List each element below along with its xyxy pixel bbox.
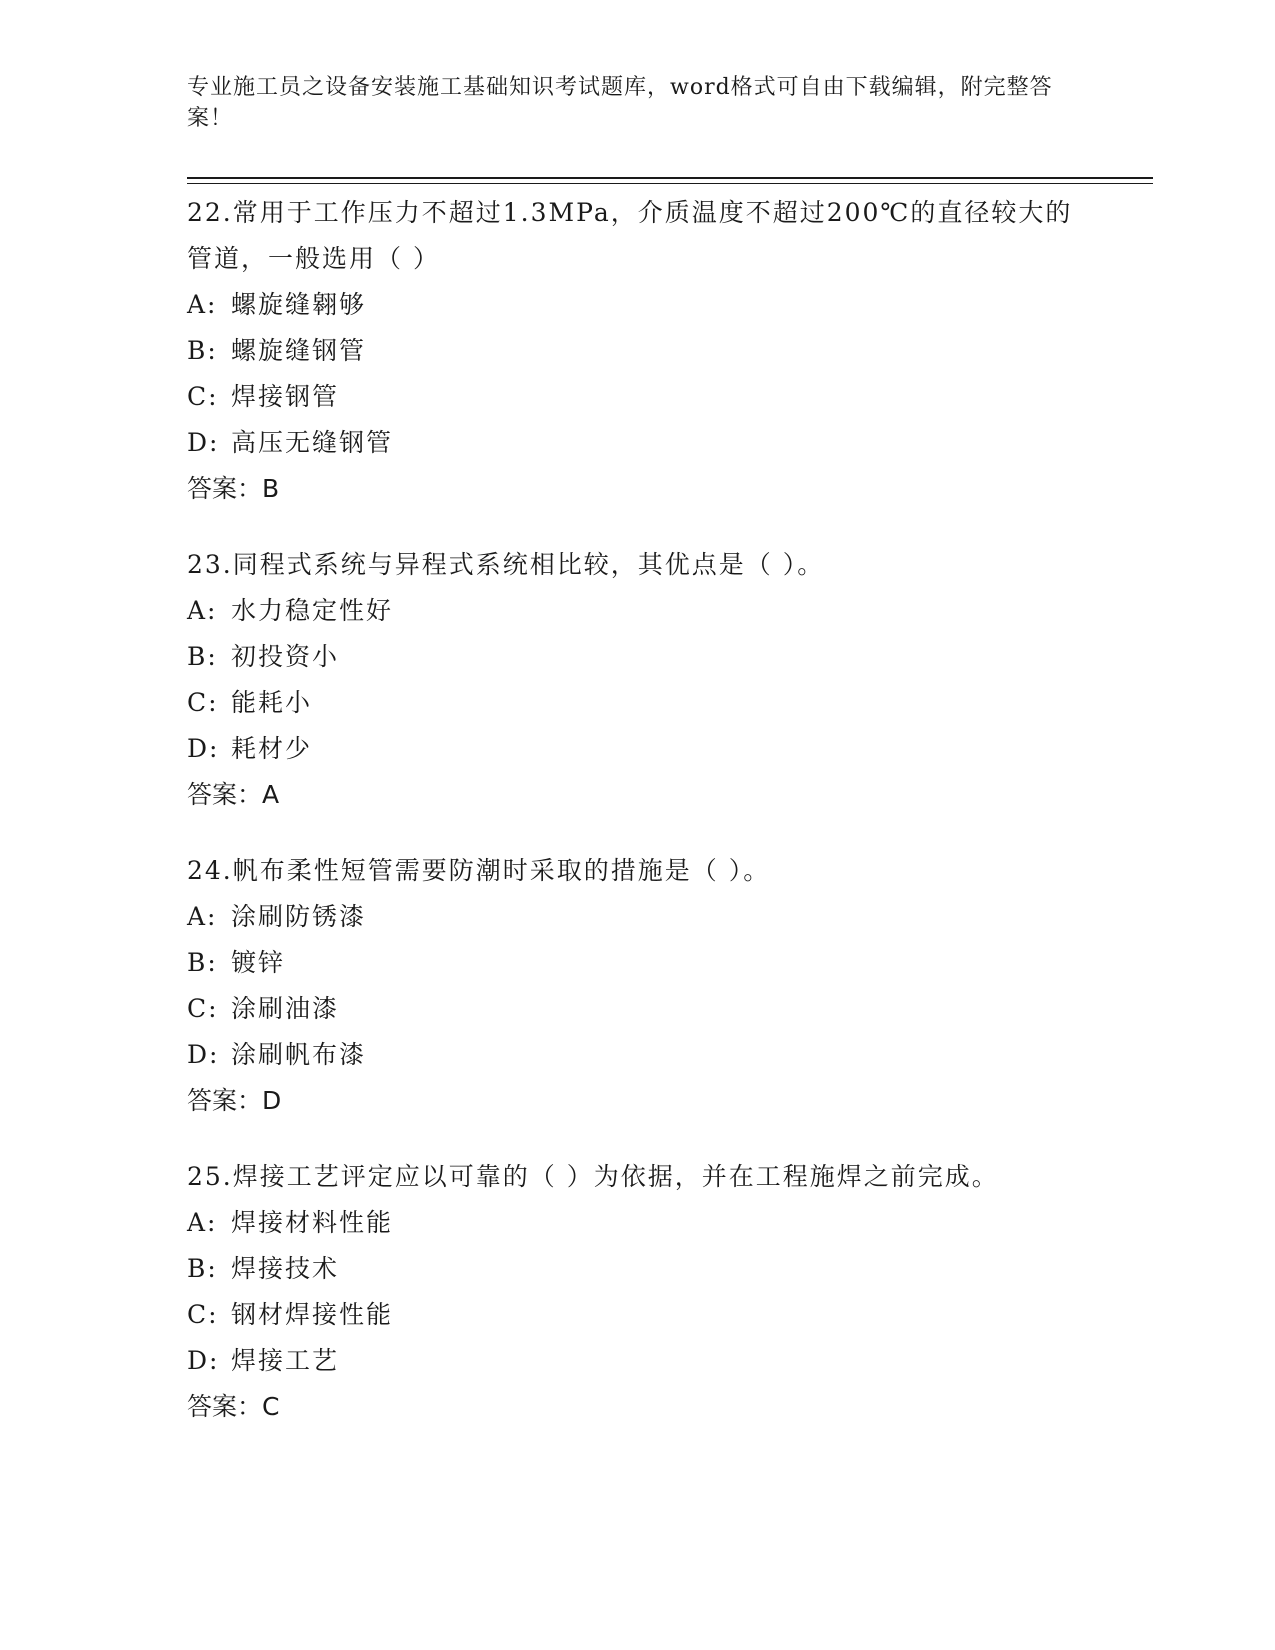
option-text: 镀锌: [231, 948, 286, 977]
question-24: [187, 848, 1087, 1124]
option-key: B:: [187, 642, 218, 671]
option-c: [187, 1292, 1087, 1338]
answer: 答案：D: [187, 1086, 282, 1115]
option-c: [187, 374, 1087, 420]
option-key: C:: [187, 382, 219, 411]
question-22: [187, 190, 1087, 512]
option-key: B:: [187, 1254, 218, 1283]
option-key: C:: [187, 1300, 219, 1329]
header-divider: [187, 177, 1153, 184]
option-a: [187, 894, 1087, 940]
option-key: D:: [187, 428, 220, 457]
option-key: A:: [187, 596, 218, 625]
option-c: [187, 986, 1087, 1032]
option-text: 焊接材料性能: [231, 1208, 394, 1237]
question-stem: 23.同程式系统与异程式系统相比较，其优点是（ ）。: [187, 550, 825, 579]
answer: 答案：B: [187, 474, 280, 503]
question-stem: 22.常用于工作压力不超过1.3MPa，介质温度不超过200℃的直径较大的管道，一般选用（ ）: [187, 198, 1073, 273]
option-b: [187, 940, 1087, 986]
option-a: [187, 588, 1087, 634]
option-text: 涂刷防锈漆: [231, 902, 367, 931]
option-key: C:: [187, 994, 219, 1023]
option-b: [187, 634, 1087, 680]
option-b: [187, 1246, 1087, 1292]
option-key: A:: [187, 902, 218, 931]
option-text: 能耗小: [231, 688, 313, 717]
option-c: [187, 680, 1087, 726]
option-key: A:: [187, 290, 218, 319]
option-text: 涂刷帆布漆: [231, 1040, 367, 1069]
option-d: [187, 1032, 1087, 1078]
answer: 答案：A: [187, 780, 280, 809]
question-list: [187, 190, 1087, 1460]
option-key: D:: [187, 1040, 220, 1069]
option-key: D:: [187, 734, 220, 763]
option-d: [187, 726, 1087, 772]
option-text: 螺旋缝翱够: [231, 290, 367, 319]
question-stem: 24.帆布柔性短管需要防潮时采取的措施是（ ）。: [187, 856, 771, 885]
option-key: C:: [187, 688, 219, 717]
document-header: 专业施工员之设备安装施工基础知识考试题库，word格式可自由下载编辑，附完整答案！: [187, 75, 1053, 131]
option-text: 焊接技术: [231, 1254, 340, 1283]
question-25: [187, 1154, 1087, 1430]
option-text: 耗材少: [231, 734, 313, 763]
option-text: 初投资小: [231, 642, 340, 671]
option-d: [187, 420, 1087, 466]
option-d: [187, 1338, 1087, 1384]
option-a: [187, 1200, 1087, 1246]
question-23: [187, 542, 1087, 818]
option-key: B:: [187, 948, 218, 977]
option-text: 钢材焊接性能: [231, 1300, 394, 1329]
option-text: 水力稳定性好: [231, 596, 394, 625]
option-text: 涂刷油漆: [231, 994, 340, 1023]
answer: 答案：C: [187, 1392, 280, 1421]
option-text: 焊接工艺: [231, 1346, 340, 1375]
option-text: 高压无缝钢管: [231, 428, 394, 457]
option-text: 螺旋缝钢管: [231, 336, 367, 365]
option-key: D:: [187, 1346, 220, 1375]
option-text: 焊接钢管: [231, 382, 340, 411]
option-key: A:: [187, 1208, 218, 1237]
option-a: [187, 282, 1087, 328]
option-b: [187, 328, 1087, 374]
option-key: B:: [187, 336, 218, 365]
question-stem: 25.焊接工艺评定应以可靠的（ ）为依据，并在工程施焊之前完成。: [187, 1162, 999, 1191]
